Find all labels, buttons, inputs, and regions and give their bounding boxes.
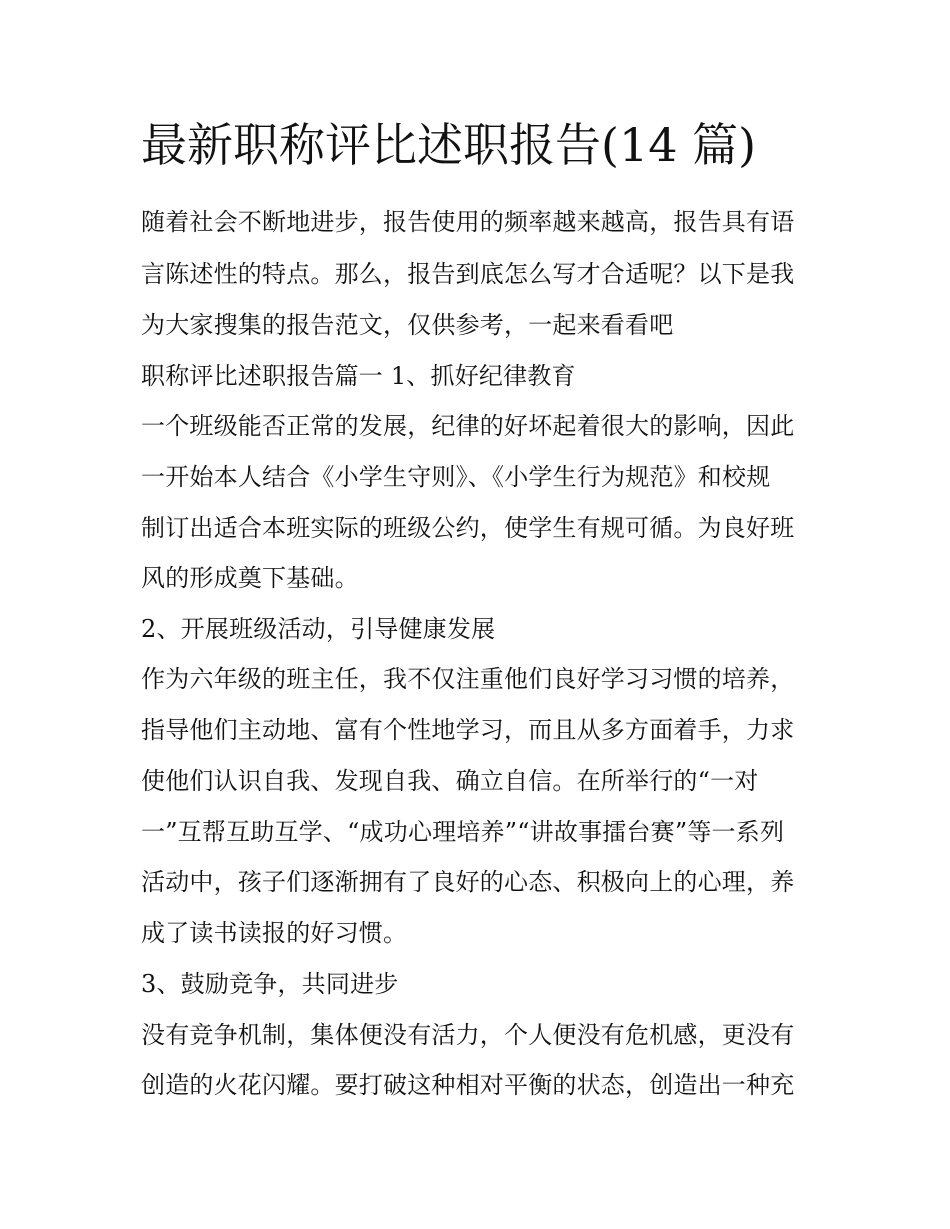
paragraph-line: 指导他们主动地、富有个性地学习，而且从多方面着手，力求 xyxy=(141,716,795,744)
paragraph-line: 作为六年级的班主任，我不仅注重他们良好学习习惯的培养， xyxy=(141,665,795,693)
paragraph-line: 活动中，孩子们逐渐拥有了良好的心态、积极向上的心理，养 xyxy=(141,868,795,896)
section-heading-line: 职称评比述职报告篇一 1、抓好纪律教育 xyxy=(141,362,576,390)
section-heading-line: 3、鼓励竞争，共同进步 xyxy=(141,970,399,998)
paragraph-line: 一个班级能否正常的发展，纪律的好坏起着很大的影响，因此 xyxy=(141,412,795,440)
paragraph-line: 言陈述性的特点。那么，报告到底怎么写才合适呢？以下是我 xyxy=(141,260,795,288)
paragraph-line: 没有竞争机制，集体便没有活力，个人便没有危机感，更没有 xyxy=(141,1021,795,1049)
paragraph-line: 风的形成奠下基础。 xyxy=(141,564,359,592)
paragraph-line: 使他们认识自我、发现自我、确立自信。在所举行的“一对 xyxy=(141,767,759,795)
paragraph-line: 成了读书读报的好习惯。 xyxy=(141,919,408,947)
paragraph-line: 为大家搜集的报告范文，仅供参考，一起来看看吧 xyxy=(141,311,674,339)
document-title: 最新职称评比述职报告(14 篇) xyxy=(141,118,757,172)
section-heading-line: 2、开展班级活动，引导健康发展 xyxy=(141,615,496,643)
paragraph-line: 创造的火花闪耀。要打破这种相对平衡的状态，创造出一种充 xyxy=(141,1071,795,1099)
paragraph-line: 随着社会不断地进步，报告使用的频率越来越高，报告具有语 xyxy=(141,208,795,236)
paragraph-line: 一开始本人结合《小学生守则》、《小学生行为规范》和校规 xyxy=(141,463,771,491)
paragraph-line: 制订出适合本班实际的班级公约，使学生有规可循。为良好班 xyxy=(141,514,795,542)
paragraph-line: 一”互帮互助互学、“成功心理培养”“讲故事擂台赛”等一系列 xyxy=(141,818,785,846)
